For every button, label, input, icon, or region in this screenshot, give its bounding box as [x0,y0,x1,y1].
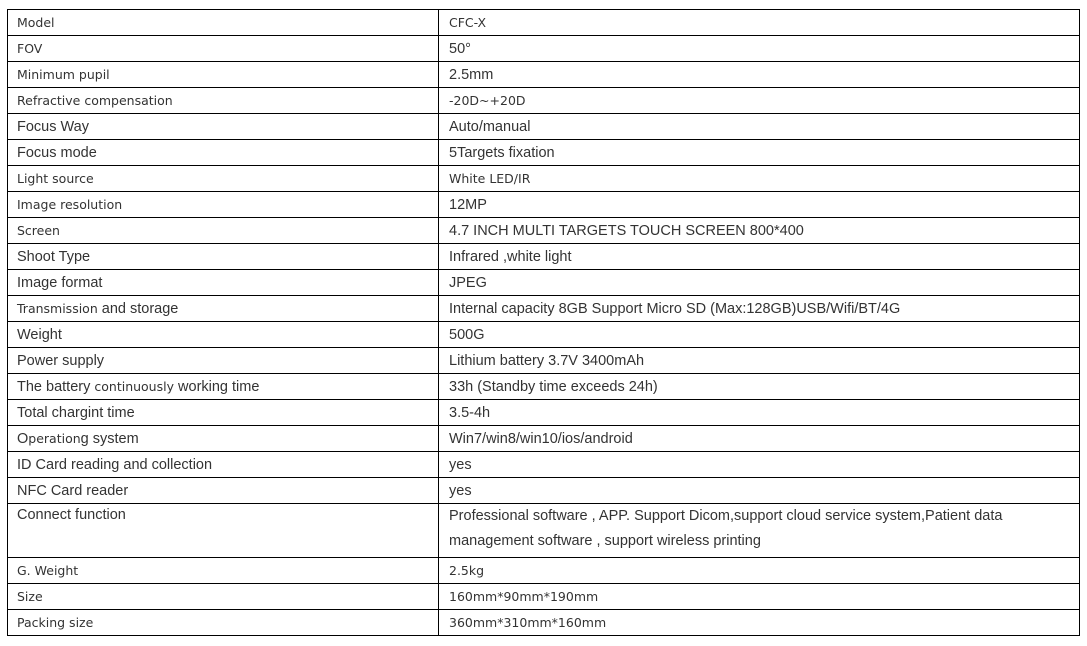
spec-label: Refractive compensation [8,88,439,114]
table-row [8,218,1080,244]
spec-label: Minimum pupil [8,62,439,88]
table-row [8,140,1080,166]
spec-value: Internal capacity 8GB Support Micro SD (Max:128GB)USB/Wifi/BT/4G [439,296,1080,322]
spec-label [8,296,439,322]
specification-table [7,9,1080,636]
table-row [8,374,1080,400]
spec-label: Connect function [8,504,439,558]
table-row [8,192,1080,218]
spec-value: 500G [439,322,1080,348]
table-row [8,504,1080,558]
label-fragment: peration [28,430,81,446]
table-row [8,244,1080,270]
table-row [8,296,1080,322]
spec-label: G. Weight [8,558,439,584]
spec-label: Power supply [8,348,439,374]
spec-value: 2.5kg [439,558,1080,584]
spec-label: Total chargint time [8,400,439,426]
spec-value: 12MP [439,192,1080,218]
label-fragment: Transmission [17,300,98,316]
spec-value: CFC-X [439,10,1080,36]
table-row [8,322,1080,348]
spec-label: NFC Card reader [8,478,439,504]
table-row [8,88,1080,114]
table-row [8,400,1080,426]
spec-label: Screen [8,218,439,244]
table-row [8,584,1080,610]
table-row [8,426,1080,452]
spec-value: 2.5mm [439,62,1080,88]
label-fragment: and storage [97,300,179,317]
spec-value: Win7/win8/win10/ios/android [439,426,1080,452]
table-row [8,10,1080,36]
spec-value: yes [439,478,1080,504]
spec-label: Focus Way [8,114,439,140]
spec-label: Image format [8,270,439,296]
spec-label: FOV [8,36,439,62]
label-fragment: g system [80,430,139,447]
table-row [8,270,1080,296]
table-row [8,478,1080,504]
spec-label: Weight [8,322,439,348]
spec-value: -20D~+20D [439,88,1080,114]
table-row [8,348,1080,374]
table-row [8,610,1080,636]
spec-label: Light source [8,166,439,192]
spec-value: 4.7 INCH MULTI TARGETS TOUCH SCREEN 800*400 [439,218,1080,244]
spec-label: Size [8,584,439,610]
spec-label: Focus mode [8,140,439,166]
spec-value: 33h (Standby time exceeds 24h) [439,374,1080,400]
table-row [8,36,1080,62]
spec-value: 360mm*310mm*160mm [439,610,1080,636]
spec-value: 3.5-4h [439,400,1080,426]
spec-label [8,426,439,452]
spec-value: Professional software , APP. Support Dicom,support cloud service system,Patient data management software , support wireless printing [439,504,1080,558]
spec-value: Infrared ,white light [439,244,1080,270]
label-fragment: O [17,430,29,447]
spec-label: Packing size [8,610,439,636]
spec-label: ID Card reading and collection [8,452,439,478]
spec-label: Model [8,10,439,36]
spec-value: JPEG [439,270,1080,296]
spec-value: 50° [439,36,1080,62]
spec-value: 5Targets fixation [439,140,1080,166]
label-fragment: continuously [94,378,174,394]
table-row [8,558,1080,584]
spec-value: Auto/manual [439,114,1080,140]
table-row [8,114,1080,140]
label-fragment: working time [174,378,260,395]
table-row [8,452,1080,478]
spec-value: yes [439,452,1080,478]
table-row [8,62,1080,88]
spec-value: White LED/IR [439,166,1080,192]
table-row [8,166,1080,192]
spec-value: 160mm*90mm*190mm [439,584,1080,610]
spec-value: Lithium battery 3.7V 3400mAh [439,348,1080,374]
spec-label: Shoot Type [8,244,439,270]
spec-label: Image resolution [8,192,439,218]
label-fragment: The battery [17,378,95,395]
spec-label [8,374,439,400]
